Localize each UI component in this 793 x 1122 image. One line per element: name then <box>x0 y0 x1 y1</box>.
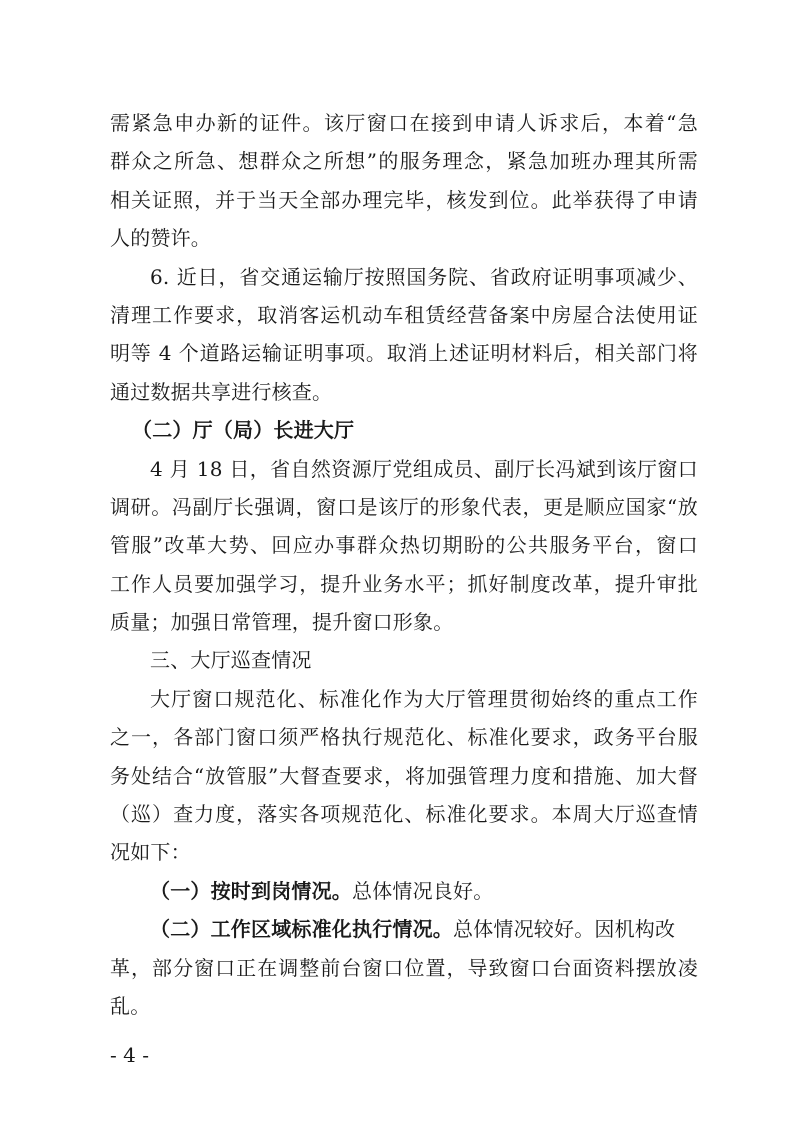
paragraph-line: 人的赞许。 <box>110 226 211 251</box>
paragraph-line: 需紧急申办新的证件。该厅窗口在接到申请人诉求后，本着“急 <box>110 111 698 135</box>
paragraph-line: 务处结合“放管服”大督查要求，将加强管理力度和措施、加大督 <box>110 763 698 788</box>
paragraph-line: 大厅窗口规范化、标准化作为大厅管理贯彻始终的重点工作 <box>150 686 698 711</box>
paragraph-line: 相关证照，并于当天全部办理完毕，核发到位。此举获得了申请 <box>110 187 698 212</box>
paragraph-line: （巡）查力度，落实各项规范化、标准化要求。本周大厅巡查情 <box>110 802 698 827</box>
section-heading-inspection: 三、大厅巡查情况 <box>150 648 312 673</box>
paragraph-line: 管服”改革大势、回应办事群众热切期盼的公共服务平台，窗口 <box>110 533 698 558</box>
paragraph-line: 况如下： <box>110 840 191 865</box>
paragraph-line: 6. 近日，省交通运输厅按照国务院、省政府证明事项减少、 <box>150 264 698 289</box>
paragraph-line: 质量；加强日常管理，提升窗口形象。 <box>110 610 454 635</box>
standardization-result: 总体情况较好。因机构改 <box>453 917 676 942</box>
subheading-standardization: （二）工作区域标准化执行情况。 <box>150 917 453 942</box>
paragraph-line: 革，部分窗口正在调整前台窗口位置，导致窗口台面资料摆放凌 <box>110 955 698 980</box>
attendance-result: 总体情况良好。 <box>352 878 494 903</box>
paragraph-line: 调研。冯副厅长强调，窗口是该厅的形象代表，更是顺应国家“放 <box>110 494 698 519</box>
paragraph-line: 明等 4 个道路运输证明事项。取消上述证明材料后，相关部门将 <box>110 341 698 366</box>
page-number: - 4 - <box>110 1043 149 1067</box>
document-body <box>110 104 698 1025</box>
paragraph-line: 工作人员要加强学习，提升业务水平；抓好制度改革，提升审批 <box>110 571 698 596</box>
paragraph-line: 4 月 18 日，省自然资源厅党组成员、副厅长冯斌到该厅窗口 <box>150 456 698 481</box>
paragraph-line: 之一，各部门窗口须严格执行规范化、标准化要求，政务平台服 <box>110 725 698 750</box>
paragraph-line: 清理工作要求，取消客运机动车租赁经营备案中房屋合法使用证 <box>110 302 698 327</box>
paragraph-line <box>110 872 698 910</box>
paragraph-line <box>110 910 698 948</box>
paragraph-line: 通过数据共享进行核查。 <box>110 379 333 404</box>
paragraph-line: 群众之所急、想群众之所想”的服务理念，紧急加班办理其所需 <box>110 149 698 174</box>
paragraph-line: 乱。 <box>110 993 151 1018</box>
subheading-attendance: （一）按时到岗情况。 <box>150 878 352 903</box>
section-heading-hall-visit: （二）厅（局）长进大厅 <box>132 418 355 443</box>
